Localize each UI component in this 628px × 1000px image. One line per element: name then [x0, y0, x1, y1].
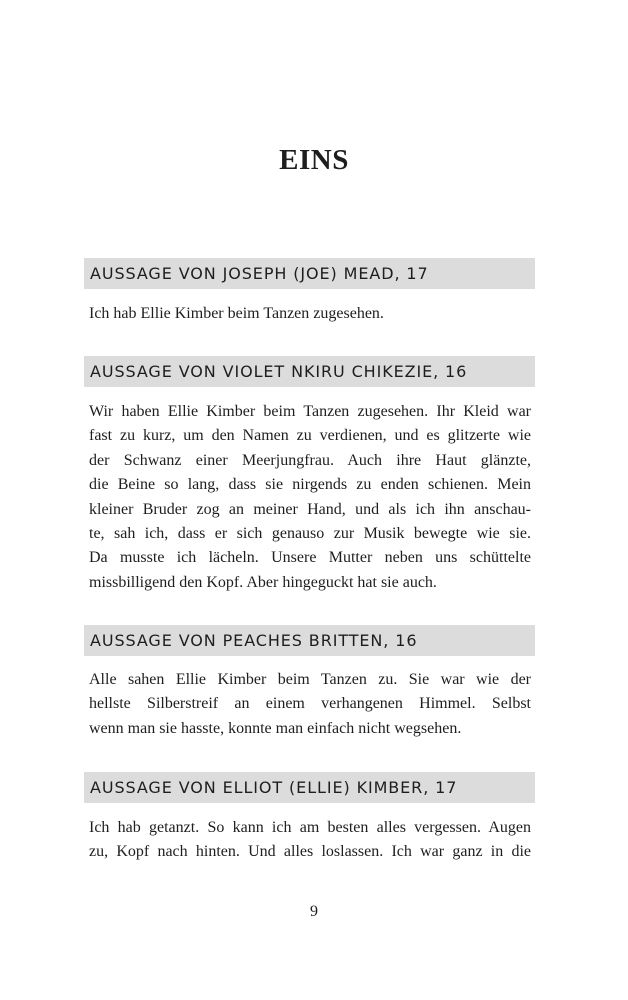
text-line: die Beine so lang, dass sie nirgends zu enden schienen. Mein [89, 476, 531, 494]
text-line: Wir haben Ellie Kimber beim Tanzen zugesehen. Ihr Kleid war [89, 403, 531, 420]
text-line: Ich hab getanzt. So kann ich am besten alles vergessen. Augen [89, 819, 531, 836]
section-text [89, 400, 531, 595]
section-heading: AUSSAGE VON PEACHES BRITTEN, 16 [84, 625, 535, 656]
section-text [89, 816, 531, 865]
section-text [89, 668, 531, 741]
text-line: der Schwanz einer Meerjungfrau. Auch ihre Haut glänzte, [89, 451, 531, 469]
section-text [89, 302, 531, 326]
text-line: te, sah ich, dass er sich genauso zur Musik bewegte wie sie. [89, 524, 531, 542]
section-heading: AUSSAGE VON JOSEPH (JOE) MEAD, 17 [84, 258, 535, 289]
text-line: Alle sahen Ellie Kimber beim Tanzen zu. Sie war wie der [89, 671, 531, 688]
text-line: fast zu kurz, um den Namen zu verdienen, und es glitzerte wie [89, 427, 531, 445]
section-heading: AUSSAGE VON ELLIOT (ELLIE) KIMBER, 17 [84, 772, 535, 803]
text-line: hellste Silberstreif an einem verhangenen Himmel. Selbst [89, 695, 531, 713]
text-line: wenn man sie hasste, konnte man einfach nicht wegsehen. [89, 719, 462, 737]
text-line: Ich hab Ellie Kimber beim Tanzen zugesehen. [89, 305, 384, 322]
text-line: kleiner Bruder zog an meiner Hand, und als ich ihn anschau- [89, 500, 531, 518]
text-line: missbilligend den Kopf. Aber hingeguckt hat sie auch. [89, 573, 437, 591]
text-line: zu, Kopf nach hinten. Und alles loslassen. Ich war ganz in die [89, 843, 531, 861]
chapter-title: EINS [279, 144, 349, 176]
page-number: 9 [310, 903, 318, 920]
text-line: Da musste ich lächeln. Unsere Mutter neben uns schüttelte [89, 549, 531, 567]
section-heading: AUSSAGE VON VIOLET NKIRU CHIKEZIE, 16 [84, 356, 535, 387]
